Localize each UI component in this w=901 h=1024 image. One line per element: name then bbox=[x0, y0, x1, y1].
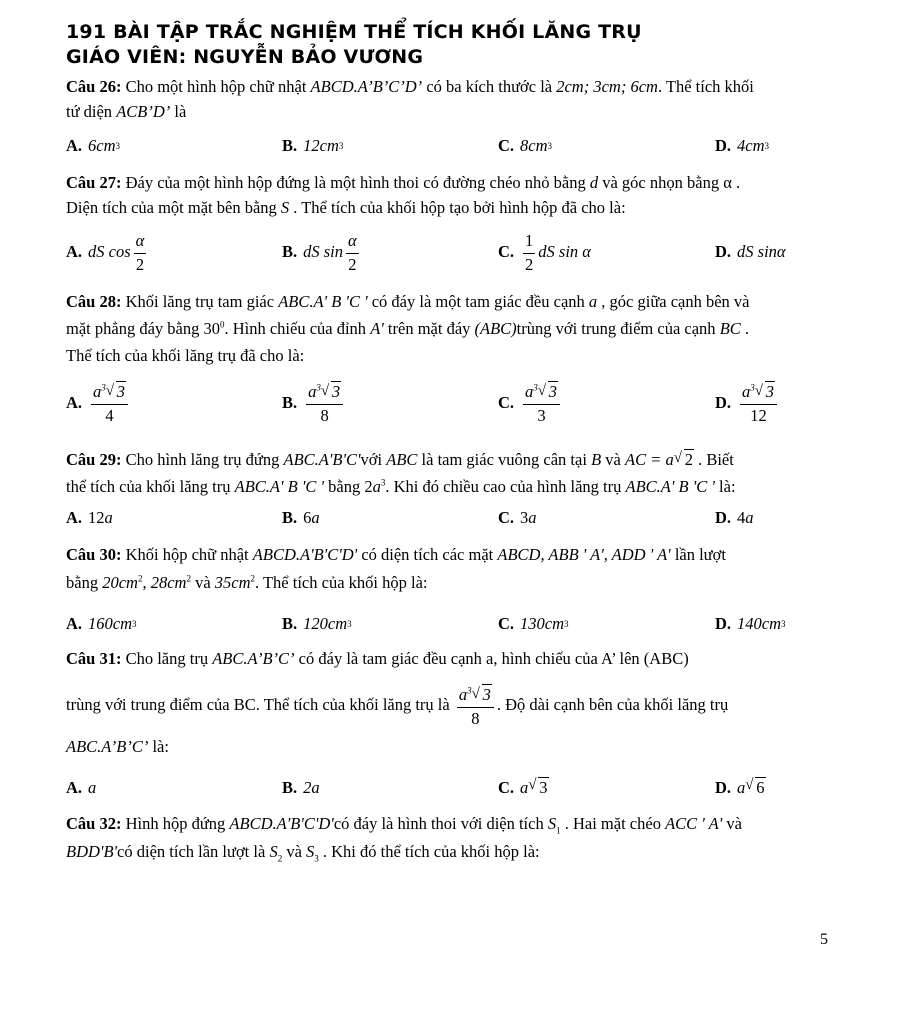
option-b[interactable]: B. 12cm 3 bbox=[282, 136, 344, 155]
option-d[interactable]: D. 4 a bbox=[715, 508, 754, 527]
question-31-line3: ABC.A’B’C’ là: bbox=[66, 737, 169, 756]
option-b[interactable]: B. 2a bbox=[282, 778, 320, 797]
document-author: GIÁO VIÊN: NGUYỄN BẢO VƯƠNG bbox=[66, 46, 424, 68]
option-a[interactable]: A. a bbox=[66, 778, 97, 797]
option-b[interactable]: B. $\frac{a^3√ 3}{8}$ bbox=[282, 378, 346, 428]
option-b[interactable]: B. 120cm 3 bbox=[282, 614, 352, 633]
option-c[interactable]: C. $\frac{1}{2}$ dS sin α bbox=[498, 230, 591, 274]
question-29-options bbox=[66, 498, 846, 538]
question-31-options bbox=[66, 768, 846, 808]
question-27: Câu 27: Đáy của một hình hộp đứng là một hình thoi có đường chéo nhỏ bằng d và góc nhọn bằng α . Diện tích của một mặt bên bằng S . Thể tích của khối hộp tạo bởi hình hộp đã cho là: bbox=[66, 173, 741, 217]
question-30: Câu 30: Khối hộp chữ nhật ABCD.A'B'C'D' có diện tích các mặt ABCD, ABB ' A', ADD ' A' lần lượt bằng $20cm^2$, $28cm^2$ và $35cm^2$. Thể tích của khối hộp là: bbox=[66, 545, 726, 592]
option-a[interactable]: A. dS cos $\frac{\alpha}{2}$ bbox=[66, 230, 145, 274]
question-32: Câu 32: Hình hộp đứng ABCD.A'B'C'D'có đáy là hình thoi với diện tích $S_1$ . Hai mặt chéo ACC ' A' và BDD'B'có diện tích lần lượt là $S_2$ và $S_3$ . Khi đó thể tích của khối hộp là: bbox=[66, 814, 742, 864]
option-b[interactable]: B. dS sin $\frac{\alpha}{2}$ bbox=[282, 230, 357, 274]
option-c[interactable]: C. $\frac{a^3√ 3}{3}$ bbox=[498, 378, 563, 428]
option-a[interactable]: A. 6cm 3 bbox=[66, 136, 121, 155]
question-31-line2: trùng với trung điểm của BC. Thể tích của khối lăng trụ là $\frac{a^3√ 3}{8}$ . Độ dài cạnh bên của khối lăng trụ bbox=[66, 680, 836, 730]
question-26-options bbox=[66, 126, 846, 166]
option-b[interactable]: B. 6 a bbox=[282, 508, 320, 527]
option-d[interactable]: D. a √ 6 bbox=[715, 768, 766, 808]
page-number: 5 bbox=[820, 931, 828, 948]
option-c[interactable]: C. 3 a bbox=[498, 508, 537, 527]
option-c[interactable]: C. 130cm 3 bbox=[498, 614, 569, 633]
option-a[interactable]: A. $\frac{a^3√ 3}{4}$ bbox=[66, 378, 131, 428]
option-d[interactable]: D. 4cm 3 bbox=[715, 136, 770, 155]
question-27-options bbox=[66, 229, 846, 275]
document-header bbox=[66, 20, 642, 70]
question-28: Câu 28: Khối lăng trụ tam giác ABC.A' B 'C ' có đáy là một tam giác đều cạnh a , góc giữa cạnh bên và mặt phẳng đáy bằng $30^0$. Hình chiếu của đỉnh A' trên mặt đáy (ABC)trùng với trung điểm của cạnh BC . Thể tích của khối lăng trụ đã cho là: bbox=[66, 292, 750, 365]
option-a[interactable]: A. 160cm 3 bbox=[66, 614, 137, 633]
document-title: 191 BÀI TẬP TRẮC NGHIỆM THỂ TÍCH KHỐI LĂNG TRỤ bbox=[66, 21, 642, 43]
option-c[interactable]: C. a √ 3 bbox=[498, 768, 549, 808]
option-a[interactable]: A. 12 a bbox=[66, 508, 113, 527]
option-d[interactable]: D. dS sinα bbox=[715, 242, 786, 261]
option-d[interactable]: D. 140cm 3 bbox=[715, 614, 786, 633]
question-29: Câu 29: Cho hình lăng trụ đứng ABC.A'B'C'với ABC là tam giác vuông cân tại B và AC = a√ 2 . Biết thể tích của khối lăng trụ ABC.A' B 'C ' bằng $2a^3$. Khi đó chiều cao của hình lăng trụ ABC.A' B 'C ' là: bbox=[66, 446, 836, 500]
question-30-options bbox=[66, 604, 846, 644]
option-c[interactable]: C. 8cm 3 bbox=[498, 136, 553, 155]
question-label: Câu 26: bbox=[66, 77, 122, 96]
question-26: Câu 26: Cho một hình hộp chữ nhật ABCD.A’B’C’D’ có ba kích thước là 2cm; 3cm; 6cm. Thể tích khối tứ diện ACB’D’ là bbox=[66, 77, 754, 121]
question-31: Câu 31: Cho lăng trụ ABC.A’B’C’ có đáy là tam giác đều cạnh a, hình chiếu của A’ lên (ABC) bbox=[66, 649, 689, 668]
option-d[interactable]: D. $\frac{a^3√ 3}{12}$ bbox=[715, 378, 780, 428]
question-28-options bbox=[66, 378, 846, 428]
